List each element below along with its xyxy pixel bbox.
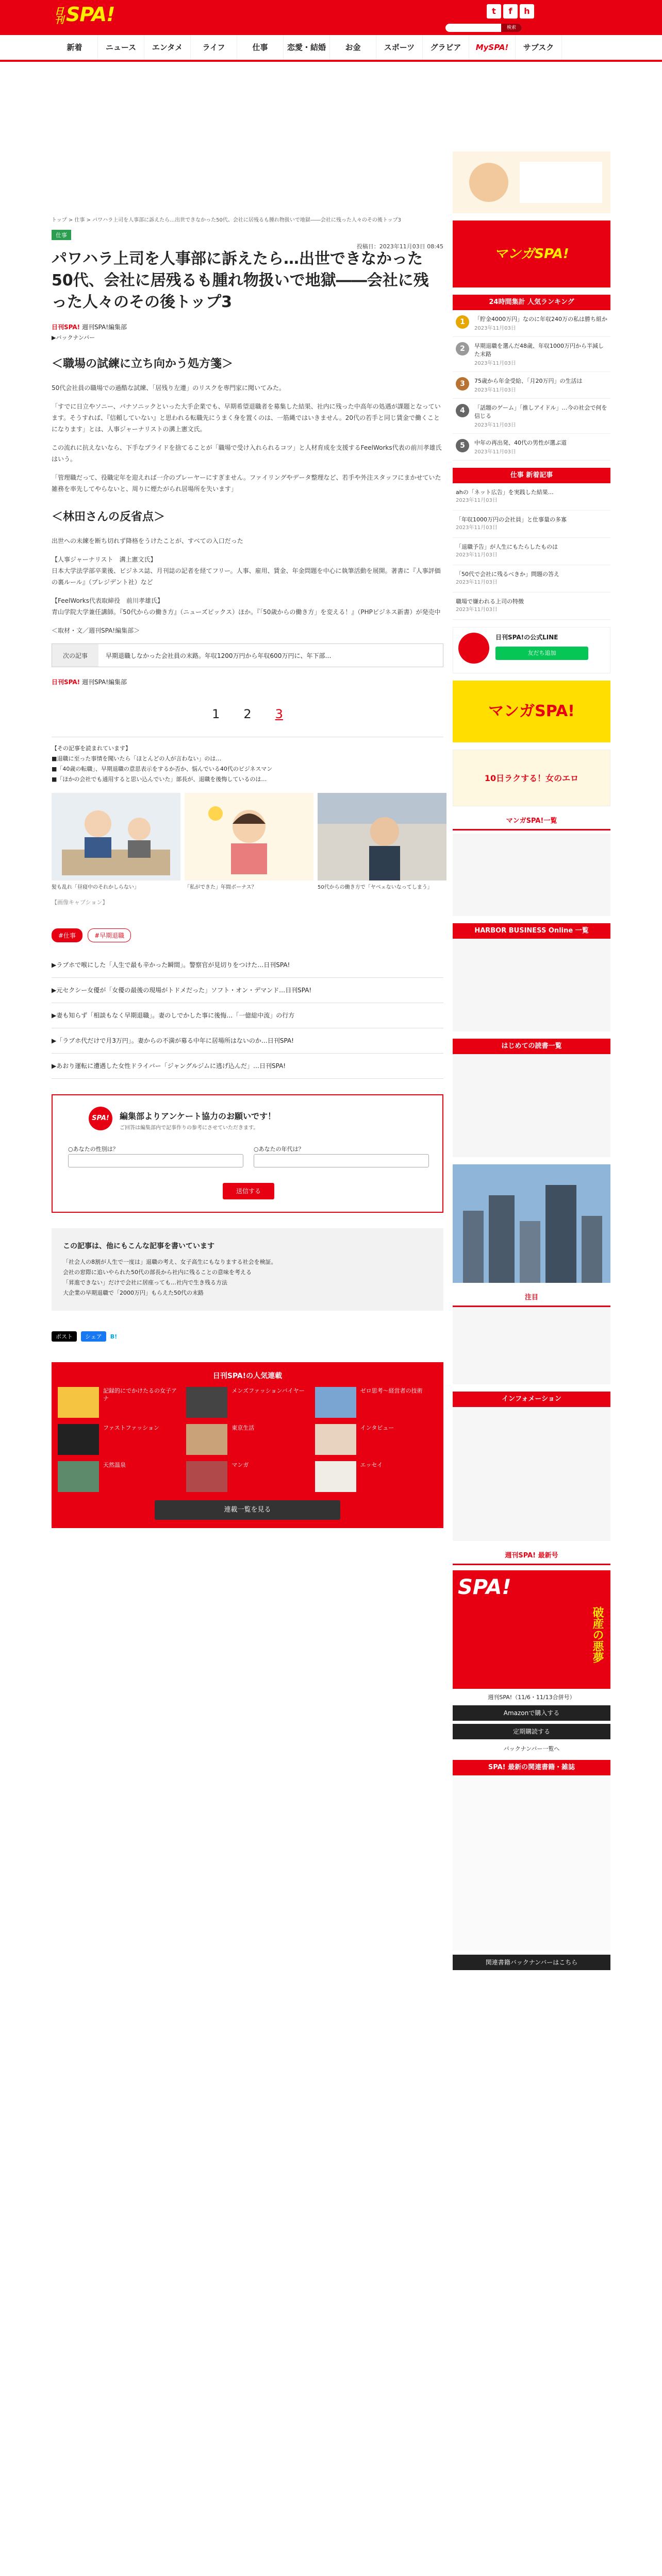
site-header — [0, 0, 662, 35]
series-item[interactable]: ファストファッション — [58, 1424, 180, 1455]
ad-banner[interactable] — [453, 151, 610, 213]
book-box — [453, 1760, 610, 1970]
nav-item[interactable]: エンタメ — [144, 35, 191, 60]
new-articles-header: 仕事 新着記事 — [453, 468, 610, 483]
promo-ad[interactable]: 10日ラクする！女のエロ — [453, 750, 610, 806]
series-item[interactable]: マンガ — [186, 1461, 308, 1492]
news-item[interactable]: 「退職予告」が人生にもたらしたものは 2023年11月03日 — [453, 538, 610, 565]
facebook-icon[interactable]: f — [503, 4, 518, 19]
manga-list-box — [453, 814, 610, 916]
related-article-link[interactable]: 会社の窓際に追いやられた50代の部長から社内に残ることの意味を考える — [63, 1269, 252, 1276]
series-thumb — [58, 1461, 99, 1492]
news-item[interactable]: 「年収1000万円の会社員」と仕事量の多寡 2023年11月03日 — [453, 511, 610, 538]
book-header: SPA! 最新の関連書籍・雑誌 — [453, 1760, 610, 1775]
survey-q1: ○あなたの性別は？ — [68, 1146, 119, 1153]
gender-select[interactable] — [68, 1154, 243, 1167]
body-text: 「すでに日立やソニー、パナソニックといった大手企業でも、早期希望退職者を募集した結果、社内に残った中高年の処遇が課題となっています。そうすれば、『信頼していない』と思われる転職先にうまく身を置くのは、一筋縄ではいきません。20代の若手と同じ賃金で働くことになります」とは、人事ジャーナリストの溝上憲文氏。 — [52, 403, 441, 433]
nav-item[interactable]: サブスク — [516, 35, 562, 60]
nav-item[interactable]: スポーツ — [376, 35, 423, 60]
facebook-share-button[interactable]: シェア — [81, 1331, 106, 1342]
profile-text: 青山学院大学兼任講師。『50代からの働き方』（ニューズピックス）ほか。『「50歳からの働き方」を変える！』（PHPビジネス新書）が発売中 — [52, 608, 441, 616]
gallery-item[interactable] — [185, 793, 313, 891]
sub-list[interactable] — [453, 1054, 610, 1157]
series-thumb — [315, 1387, 356, 1418]
related-link[interactable]: ■「ほかの会社でも通用すると思い込んでいた」部長が、退職を後悔しているのは… — [52, 776, 267, 783]
ranking-box — [453, 295, 610, 461]
related-link[interactable]: ■退職に至った事情を聞いたら「ほとんどの人が言わない」のは… — [52, 755, 222, 762]
ranking-item[interactable]: 1 「貯金4000万円」なのに年収240万の私は勝ち組か 2023年11月03日 — [453, 310, 610, 337]
series-thumb — [315, 1424, 356, 1455]
line-add-friend-button[interactable]: 友だち追加 — [495, 647, 588, 660]
hatena-share-button[interactable]: B! — [110, 1333, 118, 1340]
post-date: 投稿日：2023年11月03日 08:45 — [356, 243, 443, 250]
gallery-item[interactable] — [52, 793, 180, 891]
image-caption: 髪も乱れ「昼寝中のそれかしらない」 — [52, 885, 139, 890]
city-ad[interactable] — [453, 1164, 610, 1283]
series-thumb — [186, 1461, 227, 1492]
share-bar — [52, 1331, 443, 1342]
page-link-current[interactable]: 3 — [275, 707, 283, 721]
survey-subtitle: ご回答は編集部内で記事作りの参考にさせていただきます。 — [120, 1125, 259, 1131]
page-link[interactable]: 2 — [243, 707, 252, 721]
body-text: 50代会社員の職場での過酷な試練、「居残り左遷」のリスクを専門家に聞いてみた。 — [52, 384, 286, 392]
sub-header: はじめての読書一覧 — [453, 1039, 610, 1054]
series-item[interactable]: 天然温泉 — [58, 1461, 180, 1492]
article-link[interactable]: ▶妻も知らず「相談もなく早期退職」。妻のしでかした事に後悔…「一億総中流」の行方 — [52, 1003, 443, 1028]
article-link[interactable]: ▶「ラブホ代だけで月3万円」。妻からの不満が募る中年に居場所はないのか…日刊SPA! — [52, 1028, 443, 1054]
body-text: 出世への未練を断ち切れず降格をうけたことが、すべての入口だった — [52, 537, 243, 545]
section-heading: ＜林田さんの反省点＞ — [52, 511, 166, 523]
brand-header: HARBOR BUSINESS Online 一覧 — [453, 923, 610, 939]
pagination — [52, 707, 443, 721]
ranking-item[interactable]: 5 中年の再出発、40代の男性が選ぶ道 2023年11月03日 — [453, 434, 610, 461]
line-banner[interactable]: 日刊SPA!の公式LINE 友だち追加 — [453, 627, 610, 673]
age-select[interactable] — [254, 1154, 429, 1167]
popular-series — [52, 1362, 443, 1528]
tag[interactable]: #早期退職 — [88, 928, 131, 942]
profile-text: 日本大学法学部卒業後、ビジネス誌、月刊誌の記者を経てフリー。人事、雇用、賃金、年金問題を中心に執筆活動を展開。著書に『人事評価の裏ルール』（プレジデント社）など — [52, 567, 441, 586]
subscribe-button[interactable]: 定期購読する — [453, 1724, 610, 1739]
backnumber-link[interactable]: ▶バックナンバー — [52, 334, 95, 341]
pickup-header: 注目 — [453, 1290, 610, 1307]
series-item[interactable]: メンズファッションバイヤー — [186, 1387, 308, 1418]
author-bottom[interactable]: 日刊SPA! 週刊SPA!編集部 — [52, 679, 127, 686]
survey-submit-button[interactable]: 送信する — [223, 1183, 274, 1199]
manga-ad[interactable]: マンガSPA! — [453, 681, 610, 742]
ranking-header: 24時間集計 人気ランキング — [453, 295, 610, 310]
amazon-button[interactable]: Amazonで購入する — [453, 1705, 610, 1721]
sub-box — [453, 1039, 610, 1157]
news-item[interactable]: ahの「ネット広告」を実践した結果… 2023年11月03日 — [453, 483, 610, 511]
weekly-box — [453, 1548, 610, 1753]
series-thumb — [186, 1387, 227, 1418]
link-list — [52, 953, 443, 1079]
section-heading: ＜職場の試練に立ち向かう処方箋＞ — [52, 358, 234, 370]
nav-item-myspa[interactable]: MySPA! — [469, 35, 516, 60]
search-button[interactable]: 検索 — [501, 24, 522, 32]
article-main — [52, 216, 443, 1528]
weekly-header: 週刊SPA! 最新号 — [453, 1548, 610, 1565]
related-heading: 【その記事を読まれています】 — [52, 745, 131, 752]
gallery-item[interactable] — [318, 793, 446, 891]
pickup-list[interactable] — [453, 1307, 610, 1384]
nav-item[interactable]: ニュース — [98, 35, 144, 60]
survey-q2: ○あなたの年代は？ — [254, 1146, 304, 1153]
twitter-icon[interactable]: t — [487, 4, 501, 19]
nav-item[interactable]: 新着 — [52, 35, 98, 60]
author-line: 日刊SPA! 週刊SPA!編集部 — [52, 324, 127, 331]
body-text: 「管理職だって、役職定年を迎えれば一介のプレーヤーにすぎません。ファイリングやデータ整理など、若手や外注スタッフにまかせていた雑務を率先してやらないと、周りに煙たがられ居場所を失います」 — [52, 474, 441, 493]
series-thumb — [315, 1461, 356, 1492]
series-item[interactable]: ゼロ思考～経営者の技術 — [315, 1387, 437, 1418]
ranking-item[interactable]: 3 75歳から年金受給、「月20万円」の生活は 2023年11月03日 — [453, 372, 610, 399]
series-item[interactable]: インタビュー — [315, 1424, 437, 1455]
image-note[interactable]: 【画像キャプション】 — [52, 899, 108, 906]
series-thumb — [58, 1387, 99, 1418]
page-link[interactable]: 1 — [212, 707, 220, 721]
related-article-link[interactable]: 「昇進できない」だけで会社に居座っても…社内で生き残る方法 — [63, 1279, 227, 1286]
post-share-button[interactable]: ポスト — [52, 1331, 77, 1342]
series-thumb — [186, 1424, 227, 1455]
image-caption: 50代からの働き方で「ヤベェないなってしまう」 — [318, 885, 433, 890]
series-item[interactable]: 東京生活 — [186, 1424, 308, 1455]
related-list — [52, 737, 443, 785]
news-item[interactable]: 職場で嫌われる上司の特徴 2023年11月03日 — [453, 592, 610, 620]
nav-item[interactable]: 仕事 — [237, 35, 284, 60]
sidebar — [453, 144, 610, 1970]
brand-box — [453, 923, 610, 1031]
related-article-link[interactable]: 「社会人の8割が人生で一度は」退職の考え、女子高生にもなりまする社会を検証。 — [63, 1259, 277, 1265]
author-name[interactable]: 週刊SPA!編集部 — [81, 324, 127, 331]
book-more-button[interactable]: 関連書籍バックナンバーはこちら — [453, 1955, 610, 1970]
book-list[interactable] — [453, 1775, 610, 1951]
next-title[interactable]: 早期退職しなかった会社員の末路。年収1200万円から年収600万円に、年下部… — [106, 652, 332, 659]
gallery-image[interactable] — [318, 793, 446, 880]
popular-series-title: 日刊SPA!の人気連載 — [52, 1370, 443, 1381]
profile-text: 【人事ジャーナリスト 溝上憲文氏】 — [52, 556, 157, 563]
nav-item[interactable]: グラビア — [423, 35, 469, 60]
survey-box — [52, 1094, 443, 1213]
next-label: 次の記事 — [52, 644, 98, 667]
tag[interactable]: #仕事 — [52, 928, 82, 942]
hatena-icon[interactable]: h — [520, 4, 534, 19]
site-logo[interactable]: 日刊 SPA! — [53, 3, 115, 26]
tag-list — [52, 928, 443, 942]
ranking-item[interactable]: 4 「話題のゲーム」「推しアイドル」…今の社会で何を信じる 2023年11月03日 — [453, 399, 610, 434]
info-list[interactable] — [453, 1407, 610, 1541]
series-more-button[interactable]: 連載一覧を見る — [155, 1500, 340, 1520]
news-item[interactable]: 「50代で会社に残るべきか」問題の答え 2023年11月03日 — [453, 565, 610, 592]
main-nav — [0, 35, 662, 62]
image-caption: 「私ができた」年間ボーナス？ — [185, 885, 257, 890]
backnumber-link[interactable]: バックナンバー一覧へ — [503, 1745, 560, 1752]
related-box-title: この記事は、他にもこんな記事を書いています — [63, 1242, 214, 1250]
search-input[interactable] — [445, 24, 522, 32]
info-box — [453, 1392, 610, 1541]
article-link[interactable]: ▶あおり運転に遭遇した女性ドライバー「ジャングルジムに逃げ込んだ」…日刊SPA! — [52, 1054, 443, 1079]
info-header: インフォメーション — [453, 1392, 610, 1407]
body-text: この流れに抗えないなら、下手なプライドを捨てることが「職場で受け入れられるコツ」と人材育成を支援するFeelWorks代表の前川孝雄氏はいう。 — [52, 444, 442, 463]
spa-icon — [458, 633, 489, 664]
nav-item[interactable]: 恋愛・結婚 — [284, 35, 330, 60]
image-gallery — [52, 793, 443, 891]
gallery-image[interactable] — [52, 793, 180, 880]
related-articles-box — [52, 1228, 443, 1311]
weekly-cover[interactable]: SPA! 破産の悪夢 — [453, 1570, 610, 1689]
related-link[interactable]: ■「40歳の転職」、早期退職の意思表示をするか否か、悩んでいる40代のビジネスマン — [52, 766, 273, 772]
new-articles-box — [453, 468, 610, 620]
pickup-box — [453, 1290, 610, 1384]
next-article-box[interactable] — [52, 643, 443, 667]
series-thumb — [58, 1424, 99, 1455]
survey-title: 編集部よりアンケート協力のお願いです！ — [120, 1111, 276, 1121]
manga-spa-banner[interactable]: マンガSPA! — [453, 221, 610, 287]
series-item[interactable]: エッセイ — [315, 1461, 437, 1492]
ranking-item[interactable]: 2 早期退職を選んだ48歳、年収1000万円から半減した末路 2023年11月03日 — [453, 337, 610, 372]
breadcrumb[interactable]: トップ > 仕事 > パワハラ上司を人事部に訴えたら…出世できなかった50代、会社に居残るも腫れ物扱いで地獄――会社に残った人々のその後トップ3 — [52, 217, 401, 223]
series-item[interactable]: 記録的にでかけたるの女子アナ — [58, 1387, 180, 1418]
spa-logo-icon: SPA! — [89, 1107, 112, 1130]
article-link[interactable]: ▶ラブホで喉にした「人生で最も辛かった瞬間」。警察官が見切りをつけた…日刊SPA! — [52, 953, 443, 978]
nav-item[interactable]: お金 — [330, 35, 376, 60]
gallery-image[interactable] — [185, 793, 313, 880]
brand-list[interactable] — [453, 939, 610, 1031]
related-article-link[interactable]: 大企業の早期退職で「2000万円」もらえた50代の末路 — [63, 1290, 204, 1296]
manga-list[interactable] — [453, 834, 610, 916]
article-title: パワハラ上司を人事部に訴えたら…出世できなかった50代、会社に居残るも腫れ物扱いで地獄――会社に残った人々のその後トップ3 — [52, 250, 429, 311]
credit-text: ＜取材・文／週刊SPA!編集部＞ — [52, 627, 140, 634]
manga-list-header: マンガSPA!一覧 — [453, 814, 610, 831]
weekly-issue: 週刊SPA!（11/6・11/13合併号） — [488, 1694, 575, 1701]
category-badge[interactable]: 仕事 — [52, 230, 71, 240]
profile-text: 【FeelWorks代表取締役 前川孝雄氏】 — [52, 597, 163, 604]
nav-item[interactable]: ライフ — [191, 35, 237, 60]
article-link[interactable]: ▶元セクシー女優が「女優の最後の現場がトドメだった」ソフト・オン・デマンド…日刊SPA! — [52, 978, 443, 1003]
